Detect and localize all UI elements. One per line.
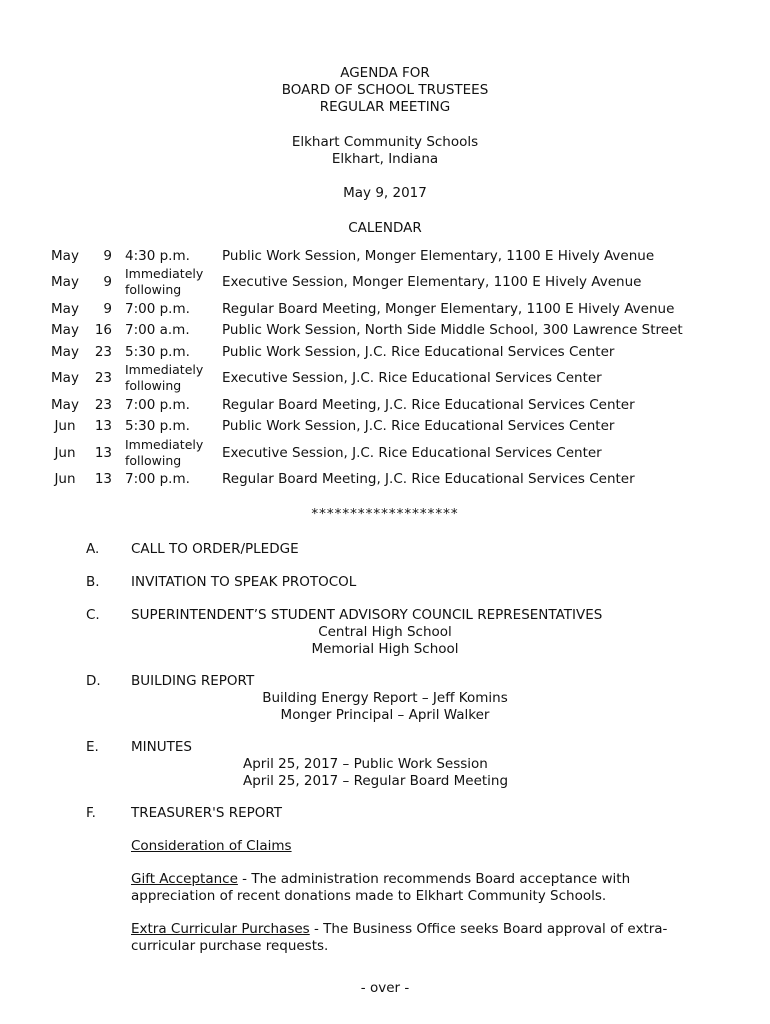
item-title: BUILDING REPORT	[131, 673, 255, 689]
calendar-event: Executive Session, J.C. Rice Educational Services Center	[222, 445, 602, 461]
gift-acceptance-paragraph	[131, 871, 671, 905]
calendar-heading: CALENDAR	[348, 220, 422, 236]
title-line-1: AGENDA FOR	[340, 65, 430, 81]
calendar-event: Executive Session, J.C. Rice Educational Services Center	[222, 370, 602, 386]
item-letter: D.	[86, 673, 101, 689]
item-title: MINUTES	[131, 739, 192, 755]
item-title: SUPERINTENDENT’S STUDENT ADVISORY COUNCIL REPRESENTATIVES	[131, 607, 603, 623]
extra-curricular-paragraph	[131, 921, 671, 955]
calendar-event: Executive Session, Monger Elementary, 1100 E Hively Avenue	[222, 274, 642, 290]
item-subline: Monger Principal – April Walker	[280, 707, 490, 723]
calendar-row	[0, 437, 770, 471]
agenda-title	[0, 65, 770, 116]
org-location: Elkhart, Indiana	[331, 151, 439, 167]
calendar-month: Jun	[54, 418, 76, 434]
calendar-day: 23	[94, 344, 112, 360]
calendar-row	[0, 418, 770, 438]
calendar-day: 9	[103, 301, 112, 317]
calendar-month: May	[51, 301, 79, 317]
organization	[0, 134, 770, 168]
calendar-event: Regular Board Meeting, J.C. Rice Educational Services Center	[222, 397, 635, 413]
calendar-day: 23	[94, 370, 112, 386]
calendar-row	[0, 248, 770, 268]
time-line: following	[125, 378, 182, 393]
title-line-3: REGULAR MEETING	[319, 99, 451, 115]
calendar-row	[0, 471, 770, 491]
calendar-row	[0, 362, 770, 396]
calendar-day: 13	[94, 445, 112, 461]
calendar-month: Jun	[54, 471, 76, 487]
item-title: CALL TO ORDER/PLEDGE	[131, 541, 299, 557]
calendar-time: 5:30 p.m.	[125, 344, 190, 360]
calendar-month: May	[51, 370, 79, 386]
item-letter: B.	[86, 574, 100, 590]
time-line: following	[125, 453, 182, 468]
item-title: TREASURER'S REPORT	[131, 805, 283, 821]
time-line: Immediately	[125, 266, 204, 281]
item-subline: Central High School	[318, 624, 452, 640]
calendar-row	[0, 301, 770, 321]
time-line: Immediately	[125, 437, 204, 452]
calendar-event: Public Work Session, North Side Middle School, 300 Lawrence Street	[222, 322, 683, 338]
calendar-day: 9	[103, 248, 112, 264]
calendar-day: 9	[103, 274, 112, 290]
calendar-time: 7:00 a.m.	[125, 322, 190, 338]
calendar-time	[125, 266, 203, 298]
calendar-day: 13	[94, 418, 112, 434]
claims-heading-text: Consideration of Claims	[131, 838, 292, 854]
calendar-event: Public Work Session, J.C. Rice Educational Services Center	[222, 418, 615, 434]
calendar-time: 7:00 p.m.	[125, 471, 190, 487]
calendar-month: May	[51, 322, 79, 338]
item-subline: Building Energy Report – Jeff Komins	[262, 690, 508, 706]
page-footer: - over -	[360, 980, 410, 996]
item-subline: April 25, 2017 – Regular Board Meeting	[243, 773, 509, 789]
claims-heading	[131, 838, 671, 855]
calendar-day: 16	[94, 322, 112, 338]
section-separator: *******************	[311, 506, 459, 522]
extra-curricular-label: Extra Curricular Purchases	[131, 921, 310, 937]
time-line: Immediately	[125, 362, 204, 377]
title-line-2: BOARD OF SCHOOL TRUSTEES	[281, 82, 489, 98]
meeting-date: May 9, 2017	[343, 185, 427, 201]
org-name: Elkhart Community Schools	[291, 134, 479, 150]
gift-acceptance-label: Gift Acceptance	[131, 871, 238, 887]
item-letter: F.	[86, 805, 96, 821]
calendar-time: 7:00 p.m.	[125, 301, 190, 317]
calendar-month: May	[51, 397, 79, 413]
calendar-month: May	[51, 274, 79, 290]
calendar-time: 4:30 p.m.	[125, 248, 190, 264]
calendar-row	[0, 266, 770, 300]
calendar-time	[125, 362, 203, 394]
calendar-month: May	[51, 248, 79, 264]
item-letter: C.	[86, 607, 100, 623]
calendar-event: Regular Board Meeting, J.C. Rice Educational Services Center	[222, 471, 635, 487]
calendar-event: Regular Board Meeting, Monger Elementary, 1100 E Hively Avenue	[222, 301, 675, 317]
calendar-event: Public Work Session, J.C. Rice Educational Services Center	[222, 344, 615, 360]
gift-acceptance-text: - The administration recommends Board acceptance with appreciation of recent donations made to Elkhart Community Schools.	[131, 871, 631, 904]
item-letter: E.	[86, 739, 99, 755]
item-title: INVITATION TO SPEAK PROTOCOL	[131, 574, 357, 590]
calendar-row	[0, 322, 770, 342]
calendar-month: May	[51, 344, 79, 360]
calendar-day: 23	[94, 397, 112, 413]
calendar-time	[125, 437, 203, 469]
calendar-row	[0, 397, 770, 417]
calendar-month: Jun	[54, 445, 76, 461]
extra-curricular-text: - The Business Office seeks Board approval of extra-curricular purchase requests.	[131, 921, 668, 954]
calendar-row	[0, 344, 770, 364]
calendar-time: 5:30 p.m.	[125, 418, 190, 434]
calendar-day: 13	[94, 471, 112, 487]
calendar-time: 7:00 p.m.	[125, 397, 190, 413]
calendar-event: Public Work Session, Monger Elementary, 1100 E Hively Avenue	[222, 248, 655, 264]
time-line: following	[125, 282, 182, 297]
item-subline: Memorial High School	[311, 641, 459, 657]
item-subline: April 25, 2017 – Public Work Session	[243, 756, 488, 772]
item-letter: A.	[86, 541, 100, 557]
